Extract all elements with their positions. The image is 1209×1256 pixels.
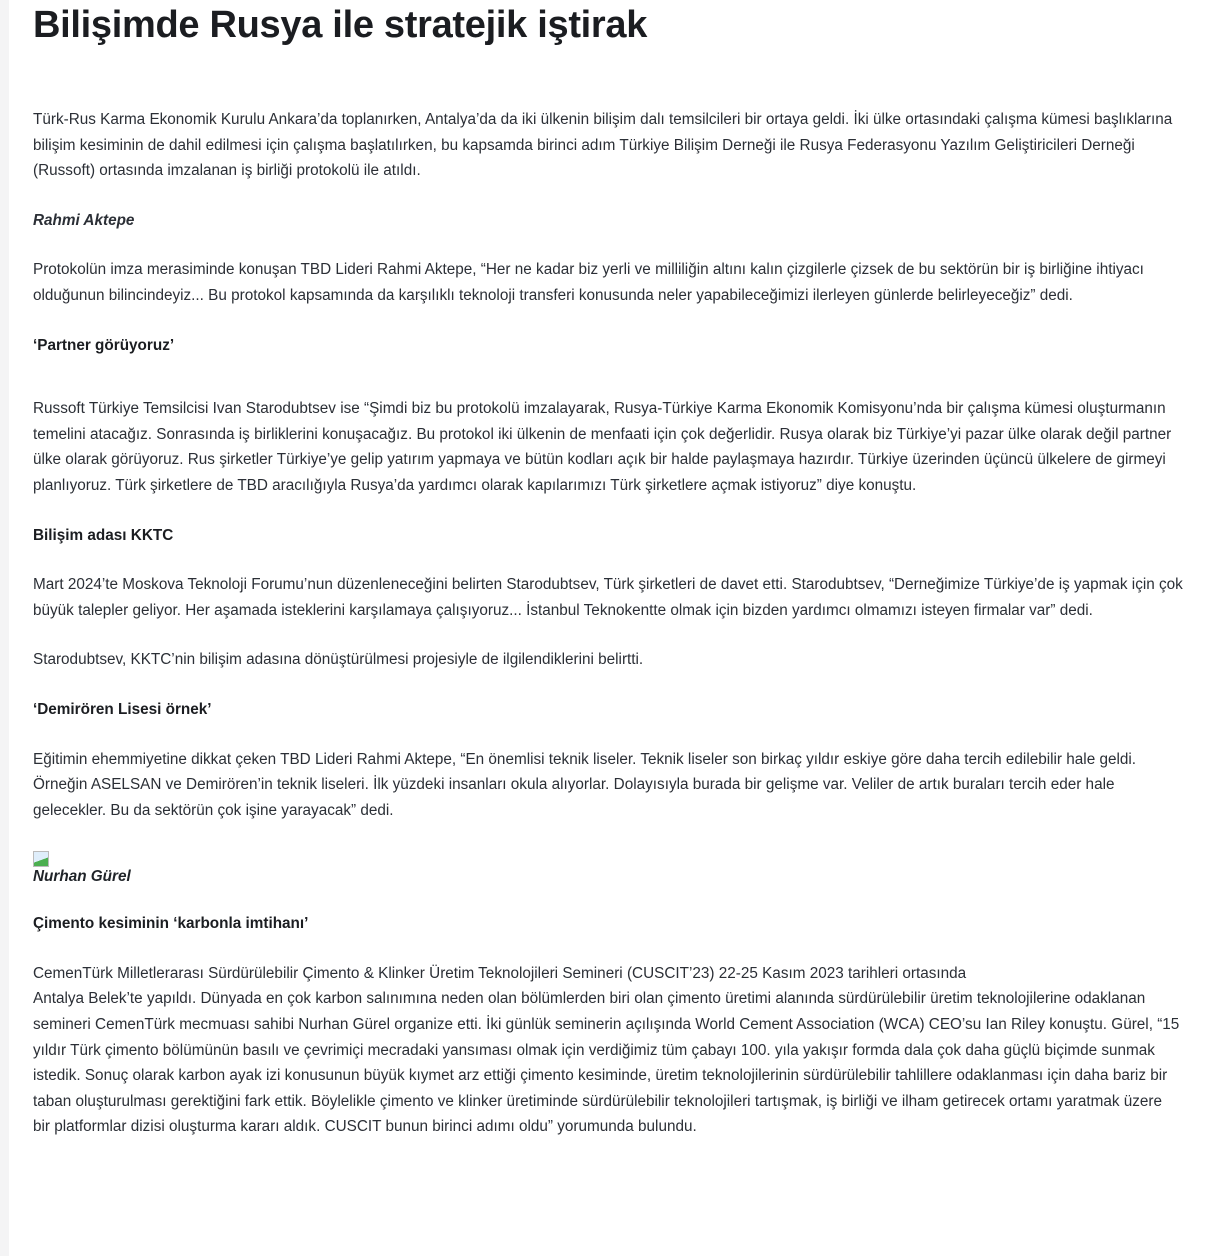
left-gutter bbox=[0, 0, 9, 1256]
paragraph: Türk-Rus Karma Ekonomik Kurulu Ankara’da toplanırken, Antalya’da da iki ülkenin bilişim dalı temsilcileri bir ortaya geldi. İki ülke ortasındaki çalışma kümesi başlıklarına bilişim kesiminin de dahil edilmesi için çalışma başlatılırken, bu kapsamda birinci adım Türkiye Bilişim Derneği ile Rusya Federasyonu Yazılım Geliştiricileri Derneği (Russoft) ortasında imzalanan iş birliği protokolü ile atıldı. bbox=[33, 111, 1173, 180]
subheading: ‘Partner görüyoruz’ bbox=[33, 336, 175, 354]
paragraph bbox=[33, 961, 1183, 1140]
paragraph: Protokolün imza merasiminde konuşan TBD Lideri Rahmi Aktepe, “Her ne kadar biz yerli ve milliliğin altını kalın çizgilerle çizsek de bu sektörün bir iş birliğine ihtiyacı olduğunun bilincindeyiz... Bu protokol kapsamında da karşılıklı teknoloji transferi konusunda neler yapabileceğimizi ilerleyen günlerde belirleyeceğiz” dedi. bbox=[33, 261, 1144, 304]
subheading: ‘Demirören Lisesi örnek’ bbox=[33, 700, 212, 718]
figure bbox=[33, 847, 1183, 887]
article-title: Bilişimde Rusya ile stratejik iştirak bbox=[33, 4, 648, 46]
subheading: Bilişim adası KKTC bbox=[33, 526, 174, 544]
broken-image-icon bbox=[33, 851, 49, 867]
subheading: Çimento kesiminin ‘karbonla imtihanı’ bbox=[33, 915, 309, 933]
paragraph: Russoft Türkiye Temsilcisi Ivan Starodubtsev ise “Şimdi biz bu protokolü imzalayarak, Rusya-Türkiye Karma Ekonomik Komisyonu’nda bir çalışma kümesi oluşturmanın temelini atacağız. Sonrasında iş birliklerini konuşacağız. Bu protokol iki ülkenin de menfaati için çok değerlidir. Rusya olarak biz Türkiye’yi pazar ülke olarak değil partner ülke olarak görüyoruz. Rus şirketler Türkiye’ye gelip yatırım yapmaya ve bütün kodları açık bir halde paylaşmaya hazırdır. Türkiye üzerinden üçüncü ülkelere de girmeyi planlıyoruz. Türk şirketlere de TBD aracılığıyla Rusya’da yardımcı olarak kapılarımızı Türk şirketlere açmak istiyoruz” diye konuştu. bbox=[33, 400, 1172, 494]
paragraph: Mart 2024’te Moskova Teknoloji Forumu’nun düzenleneceğini belirten Starodubtsev, Türk şirketleri de davet etti. Starodubtsev, “Derneğimize Türkiye’de iş yapmak için çok büyük talepler geliyor. Her aşamada isteklerini karşılamaya çalışıyoruz... İstanbul Teknokentte olmak için bizden yardımcı olmamızı isteyen firmalar var” dedi. bbox=[33, 576, 1183, 619]
image-caption: Rahmi Aktepe bbox=[33, 211, 135, 229]
article bbox=[33, 0, 1183, 1164]
image-caption: Nurhan Gürel bbox=[33, 868, 131, 886]
paragraph: Starodubtsev, KKTC’nin bilişim adasına dönüştürülmesi projesiyle de ilgilendiklerini belirtti. bbox=[33, 651, 644, 669]
article-body bbox=[33, 107, 1183, 1140]
paragraph-line: CemenTürk Milletlerarası Sürdürülebilir Çimento & Klinker Üretim Teknolojileri Semineri (CUSCIT’23) 22-25 Kasım 2023 tarihleri ortasında bbox=[33, 964, 967, 982]
paragraph-text: Antalya Belek’te yapıldı. Dünyada en çok karbon salınımına neden olan bölümlerden biri olan çimento üretimi alanında sürdürülebilir üretim teknolojilerine odaklanan semineri CemenTürk mecmuası sahibi Nurhan Gürel organize etti. İki günlük seminerin açılışında World Cement Association (WCA) CEO’su Ian Riley konuştu. Gürel, “15 yıldır Türk çimento bölümünün basılı ve çevrimiçi mecradaki yansıması olmak için verdiğimiz tüm çabayı 100. yıla yakışır formda dala çok daha güçlü biçimde sunmak istedik. Sonuç olarak karbon ayak izi konusunun büyük kıymet arz ettiği çimento kesiminde, üretim teknolojilerinin sürdürülebilir tahlillere odaklanması için daha bariz bir taban oluşturulması gerektiğini fark ettik. Böylelikle çimento ve klinker üretiminde sürdürülebilir teknolojileri tartışmak, iş birliği ve ilham getirecek ortamı yaratmak üzere bir platformlar dizisi oluşturma kararı aldık. CUSCIT bunun birinci adımı oldu” yorumunda bulundu. bbox=[33, 990, 1180, 1136]
paragraph: Eğitimin ehemmiyetine dikkat çeken TBD Lideri Rahmi Aktepe, “En önemlisi teknik liseler. Teknik liseler son birkaç yıldır eskiye göre daha tercih edilebilir hale geldi. Örneğin ASELSAN ve Demirören’in teknik liseleri. İlk yüzdeki insanları okula alıyorlar. Dolayısıyla burada bir gelişme var. Veliler de artık buraları tercih eder hale gelecekler. Bu da sektörün çok işine yarayacak” dedi. bbox=[33, 750, 1137, 819]
